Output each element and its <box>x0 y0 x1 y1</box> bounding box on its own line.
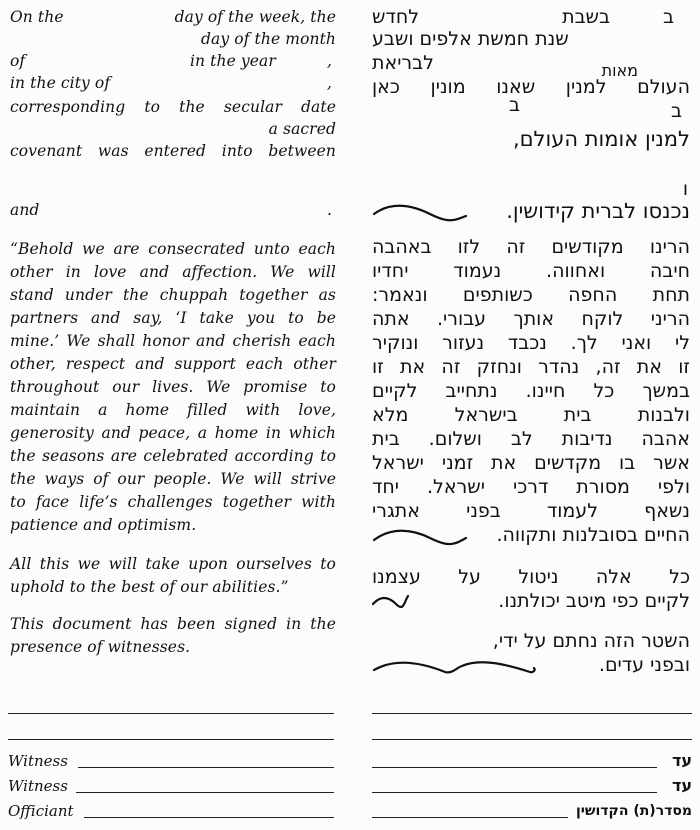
he-beshabbat: בשבת <box>562 6 610 28</box>
he-attestation-line: ובפני עדים. <box>598 654 690 676</box>
en-in-the-city-of: in the city of <box>10 74 111 92</box>
en-day-of-month: day of the month <box>201 30 336 48</box>
en-opening-line-5: corresponding to the secular date <box>10 98 336 116</box>
en-vow-line: partners and say, ‘I take you to be <box>10 309 336 327</box>
he-vow-line: נשאף לעמוד בפני אתגרי <box>372 500 690 522</box>
en-signature-line-partner-1[interactable] <box>8 713 334 714</box>
en-vow-line: generosity and peace, a home in which <box>10 424 336 442</box>
he-opening-line-2: שנת חמשת אלפים ושבע <box>372 28 569 50</box>
en-opening-line-8 <box>10 199 336 221</box>
swash-flourish-icon <box>370 652 540 682</box>
en-comma: , <box>326 52 332 70</box>
he-commitment-line: כל אלה ניטול על עצמנו <box>372 566 690 588</box>
he-vow-line: אהבה נדיבות לב ושלום. בית <box>372 428 690 450</box>
en-of: of <box>10 52 26 70</box>
he-vow-line: זו את זה, נהדר ונחזק זה את זו <box>372 356 690 378</box>
en-opening-line-2 <box>10 28 336 50</box>
en-in-the-year: in the year <box>190 52 276 70</box>
en-opening-line-3 <box>10 50 336 72</box>
he-signature-line-partner-2[interactable] <box>372 739 692 740</box>
en-vow-line: “Behold we are consecrated unto each <box>10 240 336 258</box>
en-witness-1-label: Witness <box>8 752 68 770</box>
en-vow-line: the seasons are celebrated according to <box>10 447 336 465</box>
english-text-column <box>10 0 336 830</box>
en-period: . <box>326 201 332 219</box>
he-vow-line: ולבנות בית בישראל מלא <box>372 404 690 426</box>
he-witness-1-signature-line[interactable] <box>372 767 657 768</box>
en-on-the: On the <box>10 8 64 26</box>
en-vow-line: throughout our lives. We promise to <box>10 378 336 396</box>
en-opening-line-1 <box>10 6 336 28</box>
en-attestation-line: presence of witnesses. <box>10 638 191 656</box>
he-vow-line: הרינו מקודשים זה לזו באהבה <box>372 236 690 258</box>
he-opening-line-3 <box>372 52 690 80</box>
he-officiant-label: מסדר(ת) הקדושין <box>575 803 692 819</box>
he-lachodesh: לחדש <box>372 6 420 28</box>
swash-flourish-icon <box>370 200 470 230</box>
he-opening-line-4: העולם למנין שאנו מונין כאן <box>372 76 690 98</box>
he-witness-2-label: עד <box>671 776 692 795</box>
en-opening-line-4 <box>10 72 336 94</box>
hebrew-text-column <box>372 0 690 830</box>
he-commitment-line: לקיים כפי מיטב יכולתנו. <box>498 590 690 612</box>
en-vow-line: mine.’ We shall honor and cherish each <box>10 332 336 350</box>
en-vow-line: other, respect and support each other <box>10 355 336 373</box>
he-opening-line-7 <box>372 178 690 200</box>
en-comma: , <box>326 74 332 92</box>
swash-flourish-icon <box>370 522 470 552</box>
en-officiant-signature-line[interactable] <box>84 817 334 818</box>
en-vow-line: other in love and affection. We will <box>10 263 336 281</box>
en-a-sacred: a sacred <box>268 120 336 138</box>
en-commitment-line: uphold to the best of our abilities.” <box>10 578 289 596</box>
en-officiant-label: Officiant <box>8 802 74 820</box>
he-vow-line: תחת החפה כשותפים ונאמר: <box>372 284 690 306</box>
he-vow-line: חיבה ואחווה. נעמוד יחדיו <box>372 260 690 282</box>
en-and: and <box>10 201 40 219</box>
he-vav: ו <box>682 178 688 200</box>
he-opening-line-6: למנין אומות העולם, <box>512 127 690 151</box>
en-commitment-line: All this we will take upon ourselves to <box>10 555 336 573</box>
en-attestation-line: This document has been signed in the <box>10 615 336 633</box>
he-livriat: לבריאת <box>372 52 434 74</box>
en-witness-2-signature-line[interactable] <box>76 792 334 793</box>
he-attestation-line: השטר הזה נחתם על ידי, <box>492 630 690 652</box>
he-bet-2: ב <box>671 100 682 122</box>
en-signature-line-partner-2[interactable] <box>8 739 334 740</box>
he-vow-line: ולפי מסורת דרכי ישראל. יחד <box>372 476 690 498</box>
he-vow-line: החיים בסובלנות ותקווה. <box>496 524 690 546</box>
he-vow-line: אשר בו מקדשים את זמני ישראל <box>372 452 690 474</box>
en-vow-line: stand under the chuppah together as <box>10 286 336 304</box>
en-vow-line: the ways of our people. We will strive <box>10 470 336 488</box>
he-signature-line-partner-1[interactable] <box>372 713 692 714</box>
he-witness-2-signature-line[interactable] <box>372 792 657 793</box>
en-witness-1-signature-line[interactable] <box>78 767 334 768</box>
he-opening-line-1 <box>372 6 690 28</box>
en-vow-line: to face life’s challenges together with <box>10 493 336 511</box>
en-opening-line-6 <box>10 118 336 140</box>
he-witness-1-label: עד <box>671 751 692 770</box>
he-officiant-signature-line[interactable] <box>372 817 568 818</box>
en-witness-2-label: Witness <box>8 777 68 795</box>
en-vow-line: patience and optimism. <box>10 516 197 534</box>
en-opening-line-7: covenant was entered into between <box>10 142 336 160</box>
he-opening-line-8: נכנסו לברית קידושין. <box>506 199 690 223</box>
swash-flourish-icon <box>370 588 410 612</box>
he-vow-line: הריני לוקח אותך עבורי. אתה <box>372 308 690 330</box>
en-vow-line: maintain a home filled with love, <box>10 401 336 419</box>
he-bet-3: ב <box>509 94 520 116</box>
en-day-of-week: day of the week, the <box>174 8 336 26</box>
he-bet: ב <box>663 6 674 28</box>
he-vow-line: לי ואני לך. נכבד נעזור ונוקיר <box>372 332 690 354</box>
he-opening-line-5 <box>372 94 690 122</box>
he-vow-line: במשך כל חיינו. נתחייב לקיים <box>372 380 690 402</box>
he-meot: מאות <box>601 61 638 80</box>
